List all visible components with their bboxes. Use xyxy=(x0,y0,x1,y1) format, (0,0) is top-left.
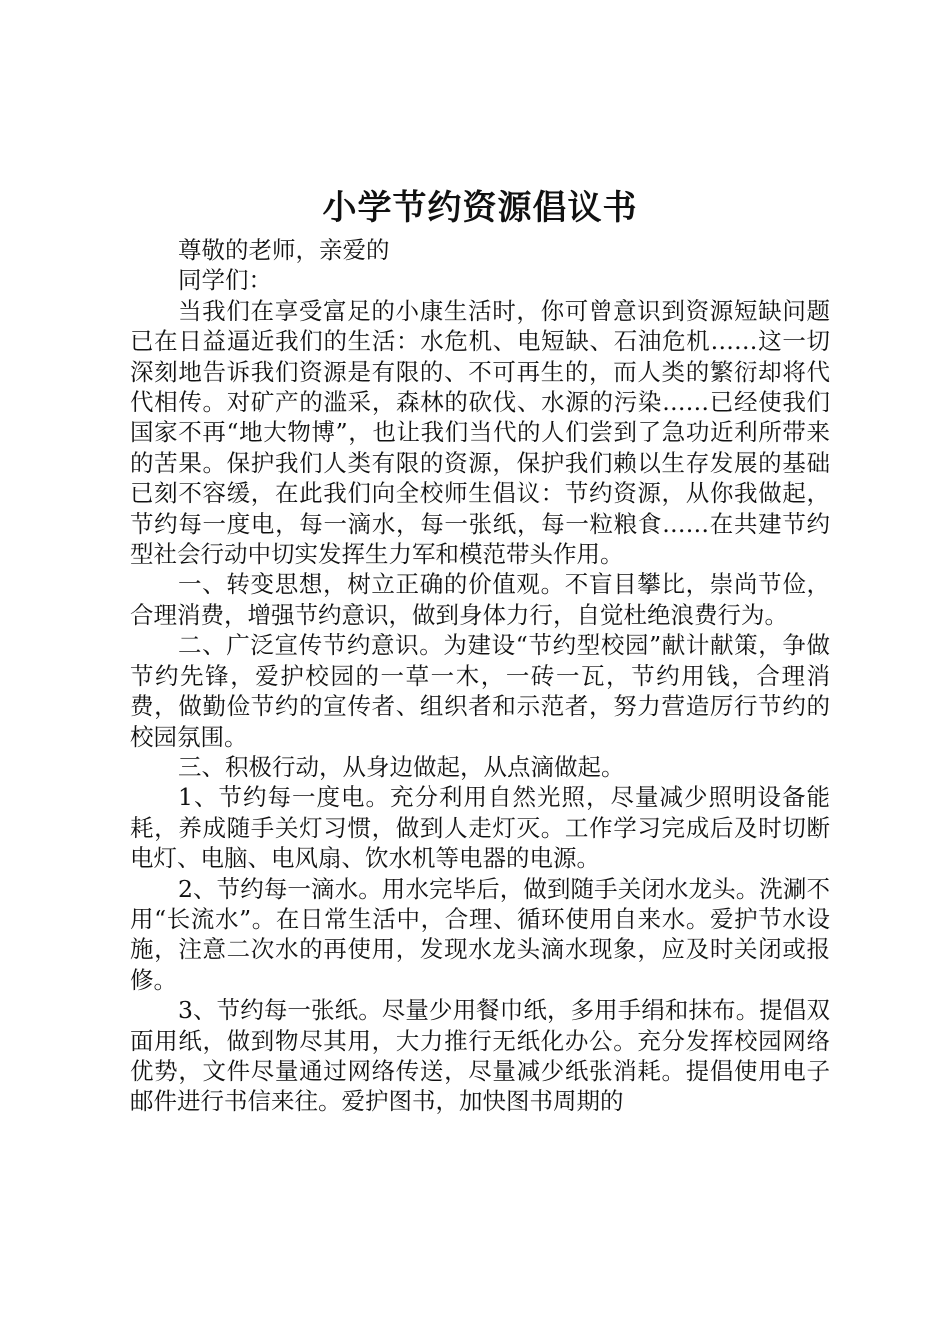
document-page xyxy=(130,185,830,1117)
document-title: 小学节约资源倡议书 xyxy=(322,188,638,228)
intro-paragraph: 当我们在享受富足的小康生活时，你可曾意识到资源短缺问题已在日益逼近我们的生活：水危机、电短缺、石油危机……这一切深刻地告诉我们资源是有限的、不可再生的，而人类的繁衍却将代代相传。对矿产的滥采，森林的砍伐、水源的污染……已经使我们国家不再“地大物博”，也让我们当代的人们尝到了急功近利所带来的苦果。保护我们人类有限的资源，保护我们赖以生存发展的基础已刻不容缓，在此我们向全校师生倡议：节约资源，从你我做起，节约每一度电，每一滴水，每一张纸，每一粒粮食……在共建节约型社会行动中切实发挥生力军和模范带头作用。 xyxy=(130,296,830,569)
salutation-line-1: 尊敬的老师，亲爱的 xyxy=(178,236,390,264)
save-water-paragraph: 2、节约每一滴水。用水完毕后，做到随手关闭水龙头。洗涮不用“长流水”。在日常生活中，合理、循环使用自来水。爱护节水设施，注意二次水的再使用，发现水龙头滴水现象，应及时关闭或报修。 xyxy=(130,874,830,994)
save-paper-paragraph: 3、节约每一张纸。尽量少用餐巾纸，多用手绢和抹布。提倡双面用纸，做到物尽其用，大力推行无纸化办公。充分发挥校园网络优势，文件尽量通过网络传送，尽量减少纸张消耗。提倡使用电子邮件进行书信来往。爱护图书，加快图书周期的 xyxy=(130,996,830,1116)
proposal-three-paragraph: 三、积极行动，从身边做起，从点滴做起。 xyxy=(178,752,625,781)
save-electricity-paragraph: 1、节约每一度电。充分利用自然光照，尽量减少照明设备能耗，养成随手关灯习惯，做到人走灯灭。工作学习完成后及时切断电灯、电脑、电风扇、饮水机等电器的电源。 xyxy=(130,783,830,873)
proposal-two-paragraph: 二、广泛宣传节约意识。为建设“节约型校园”献计献策，争做节约先锋，爱护校园的一草一木，一砖一瓦，节约用钱，合理消费，做勤俭节约的宣传者、组织者和示范者，努力营造厉行节约的校园氛围。 xyxy=(130,631,830,751)
salutation-line-2: 同学们： xyxy=(178,266,272,295)
proposal-one-paragraph: 一、转变思想，树立正确的价值观。不盲目攀比，崇尚节俭，合理消费，增强节约意识，做到身体力行，自觉杜绝浪费行为。 xyxy=(130,570,830,629)
